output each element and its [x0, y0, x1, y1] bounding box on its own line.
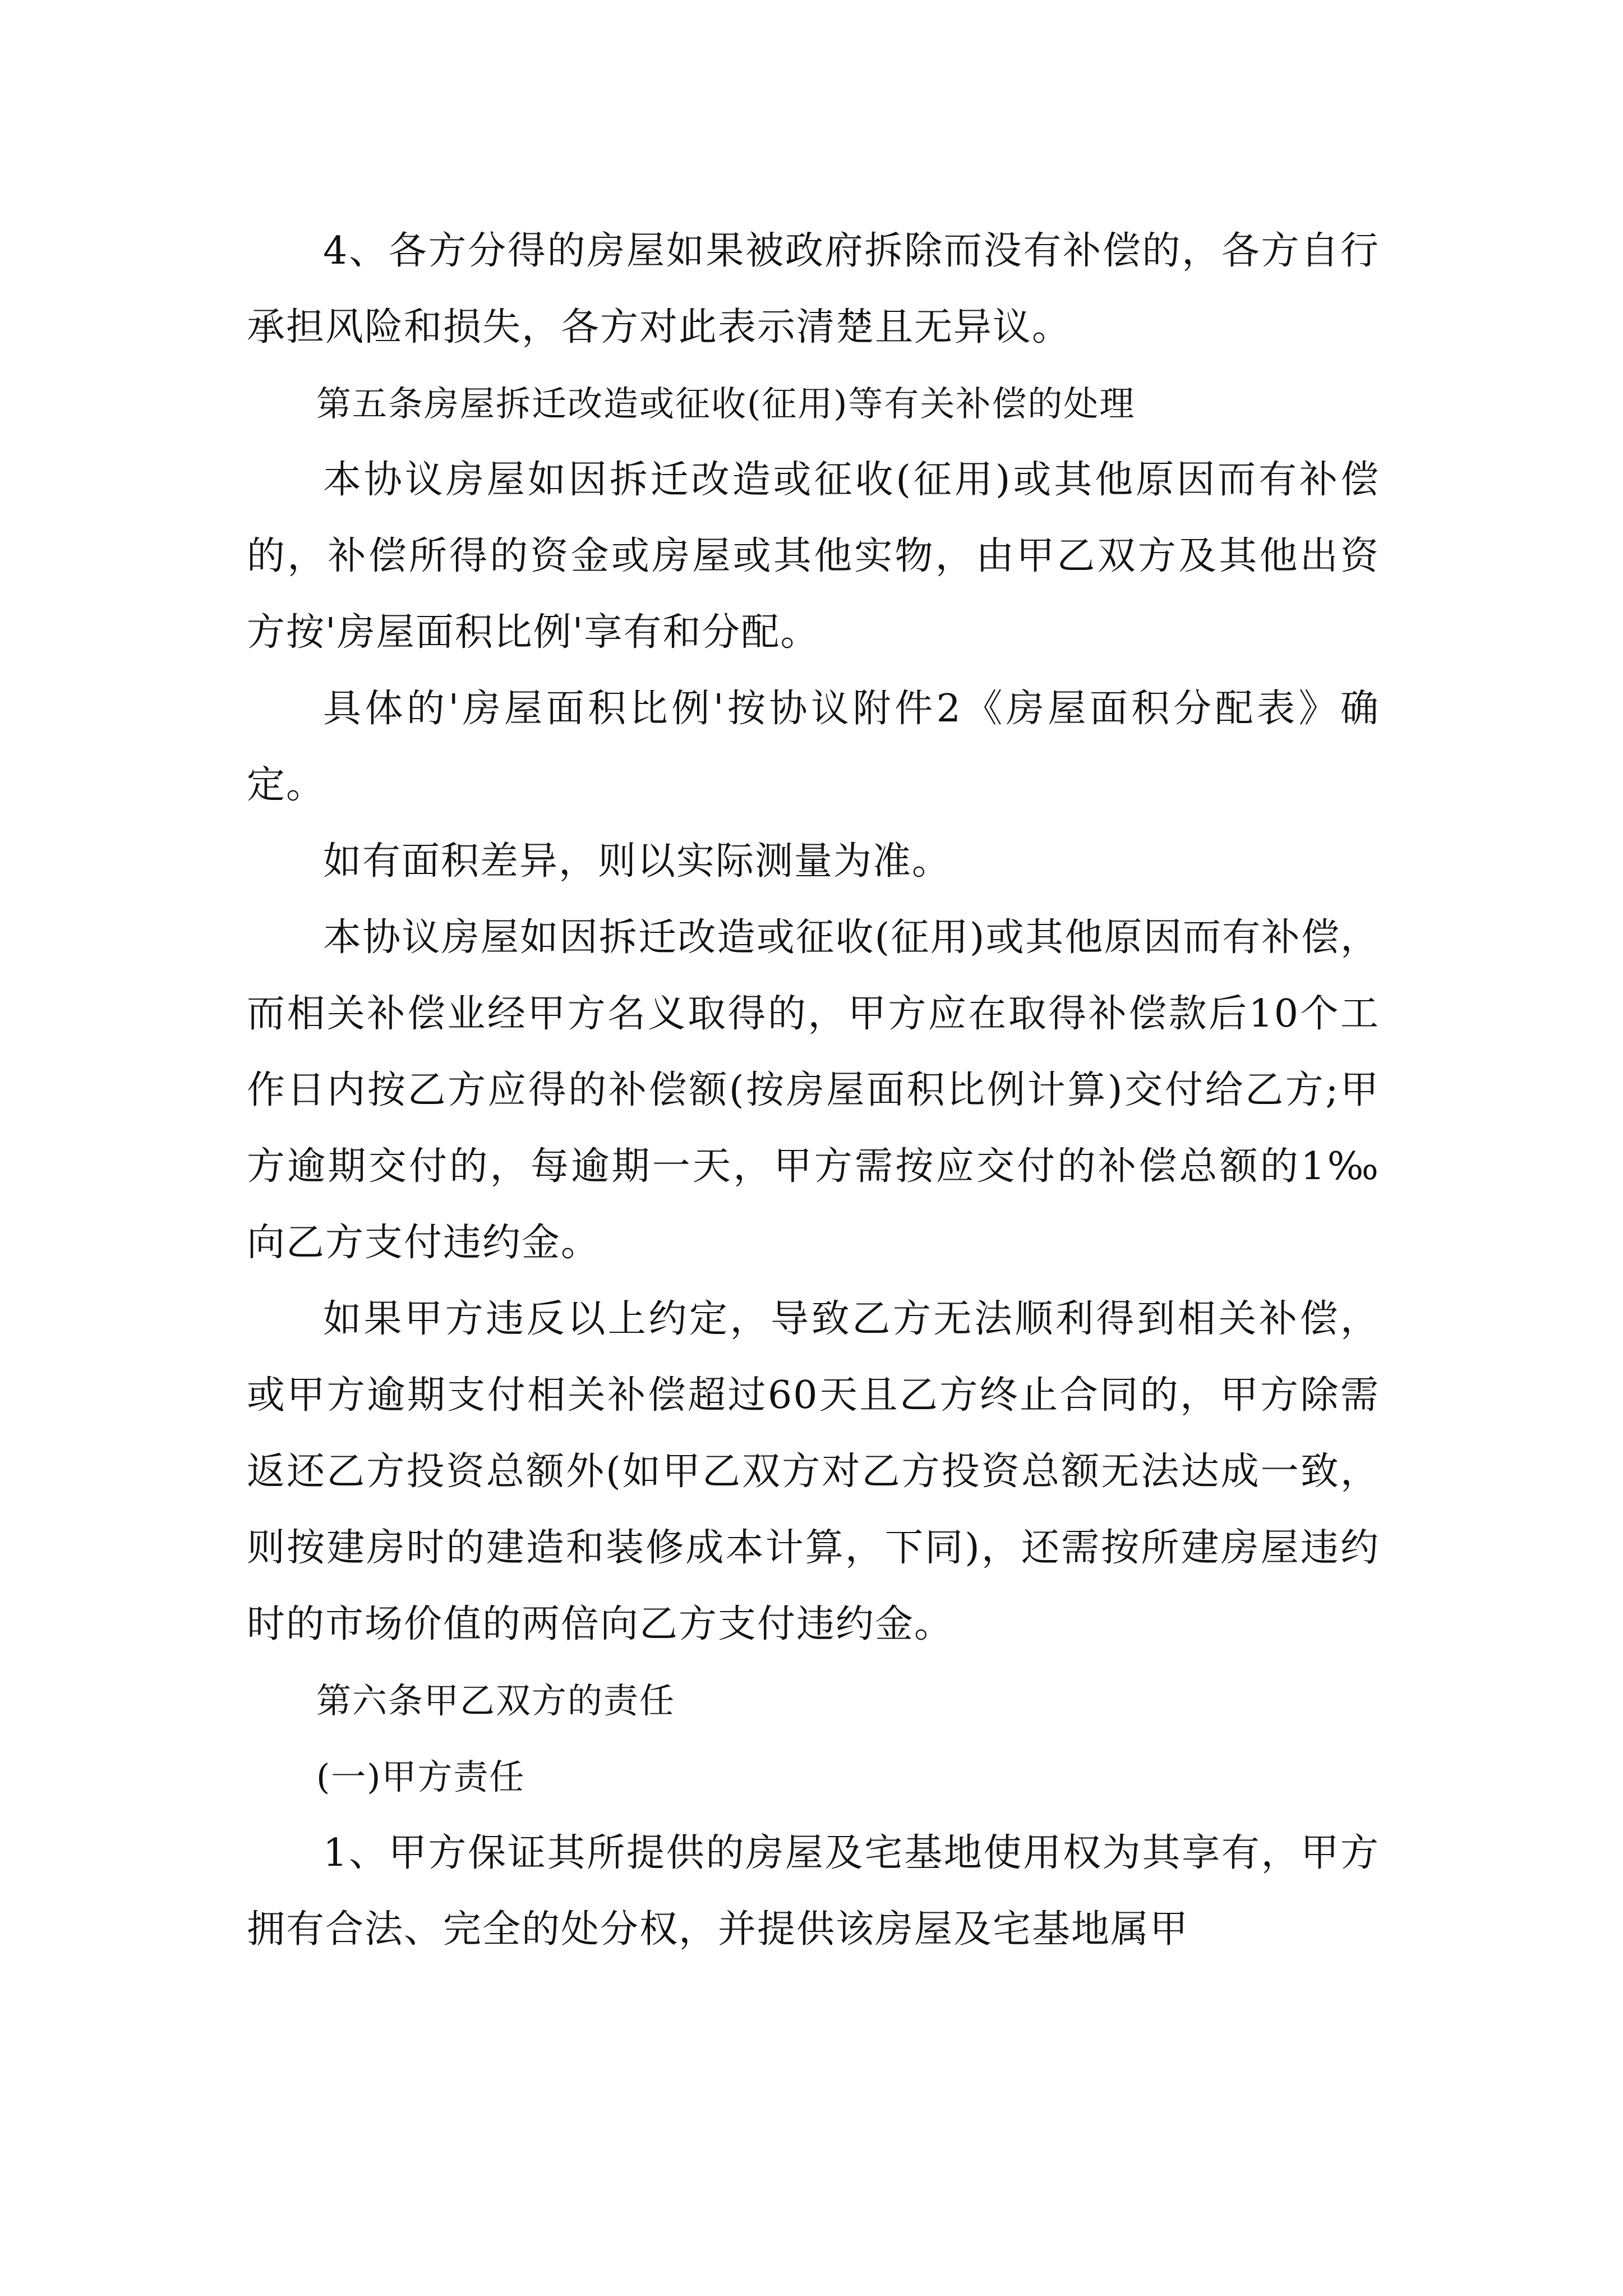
article-5-heading: 第五条房屋拆迁改造或征收(征用)等有关补偿的处理 [316, 383, 1136, 424]
paragraph-clause-4: 4、各方分得的房屋如果被政府拆除而没有补偿的，各方自行承担风险和损失，各方对此表示清楚且无异议。 [247, 229, 1380, 349]
paragraph-area-difference: 如有面积差异，则以实际测量为准。 [323, 839, 952, 884]
paragraph-compensation-payment: 本协议房屋如因拆迁改造或征收(征用)或其他原因而有补偿，而相关补偿业经甲方名义取得的，甲方应在取得补偿款后10个工作日内按乙方应得的补偿额(按房屋面积比例计算)交付给乙方;甲方逾期交付的，每逾期一天，甲方需按应交付的补偿总额的1‰向乙方支付违约金。 [247, 915, 1380, 1265]
paragraph-area-ratio: 具体的'房屋面积比例'按协议附件2《房屋面积分配表》确定。 [247, 687, 1380, 807]
paragraph-breach-penalty: 如果甲方违反以上约定，导致乙方无法顺利得到相关补偿，或甲方逾期支付相关补偿超过60天且乙方终止合同的，甲方除需返还乙方投资总额外(如甲乙双方对乙方投资总额无法达成一致，则按建房时的建造和装修成本计算，下同)，还需按所建房屋违约时的市场价值的两倍向乙方支付违约金。 [247, 1297, 1380, 1646]
section-party-a-heading: (一)甲方责任 [316, 1756, 525, 1797]
document-body [247, 213, 1380, 1968]
paragraph-party-a-duty-1: 1、甲方保证其所提供的房屋及宅基地使用权为其享有，甲方拥有合法、完全的处分权，并提供该房屋及宅基地属甲 [247, 1831, 1380, 1952]
article-6-heading: 第六条甲乙双方的责任 [316, 1680, 676, 1721]
paragraph-compensation-distribution: 本协议房屋如因拆迁改造或征收(征用)或其他原因而有补偿的，补偿所得的资金或房屋或其他实物，由甲乙双方及其他出资方按'房屋面积比例'享有和分配。 [247, 458, 1380, 655]
